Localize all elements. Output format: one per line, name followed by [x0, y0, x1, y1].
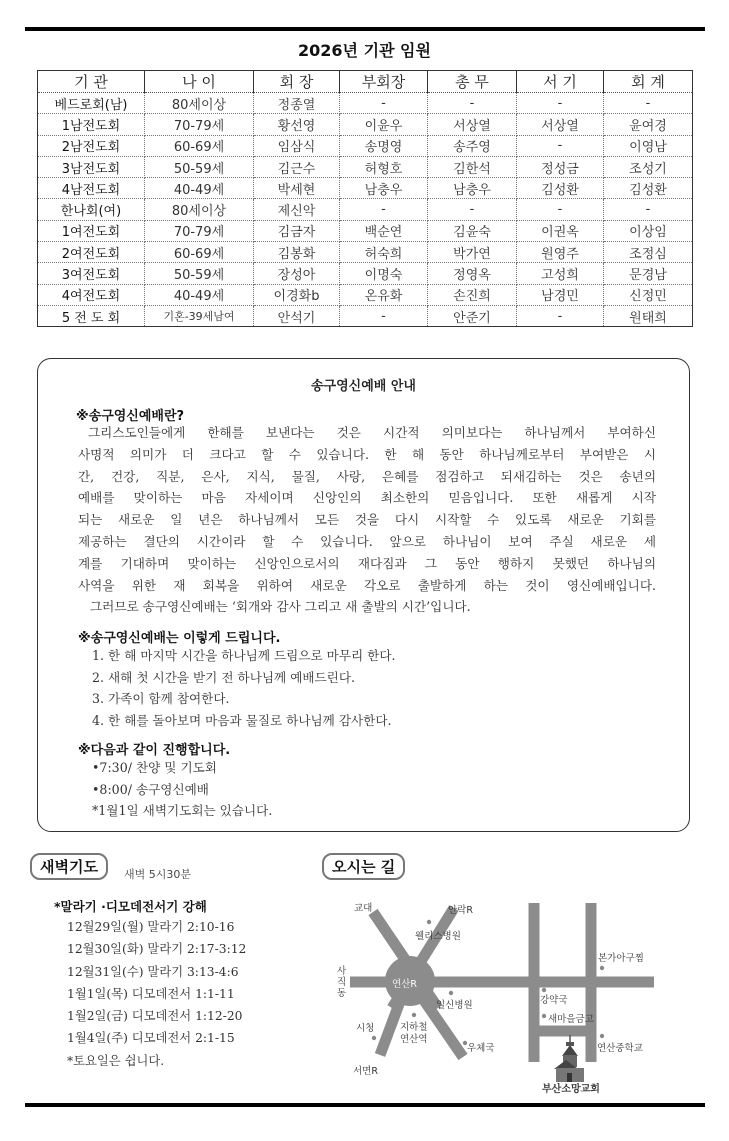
col-header: 기 관: [38, 71, 145, 93]
table-cell: 온유화: [340, 284, 428, 305]
paragraph-line: 되는 새로운 일 년은 하나님께서 모든 것을 다시 시작할 수 있도록 새로운 기회를: [78, 512, 656, 528]
table-cell: 송주영: [428, 135, 517, 156]
list-item: *1월1일 새벽기도회는 있습니다.: [92, 803, 273, 818]
table-cell: 정종열: [254, 93, 340, 114]
bottom-rule: [25, 1103, 705, 1107]
table-cell: 이영남: [604, 135, 693, 156]
table-cell: 허숙희: [340, 242, 428, 263]
table-cell: 김성환: [517, 178, 604, 199]
table-row: [38, 263, 693, 284]
table-cell: 안석기: [254, 305, 340, 326]
paragraph-line: 제공하는 결단의 시간이라 할 수 있습니다. 앞으로 하나님이 보여 주실 새로운 세: [78, 533, 656, 549]
schedule-item: 12월29일(월) 말라기 2:10-16: [67, 920, 235, 934]
table-cell: 김성환: [604, 178, 693, 199]
col-header: 부회장: [340, 71, 428, 93]
map-label-gyodae: 교대: [354, 903, 373, 914]
table-cell: 신정민: [604, 284, 693, 305]
table-row: [38, 199, 693, 220]
paragraph-line: 사역을 위한 재 회복을 위하여 새로운 각오로 출발하게 하는 것이 영신예배입니다.: [78, 577, 656, 593]
table-cell: 임삼식: [254, 135, 340, 156]
table-cell: 조정심: [604, 242, 693, 263]
table-cell: 김근수: [254, 156, 340, 177]
paragraph-line: 예배를 맞이하는 마음 자세이며 신앙인의 최소한의 믿음입니다. 또한 새롭게 시작: [78, 490, 656, 506]
table-cell: 김봉화: [254, 242, 340, 263]
map-label-seomyeon: 서면R: [353, 1066, 378, 1077]
table-cell: -: [428, 199, 517, 220]
table-cell: 허형호: [340, 156, 428, 177]
table-cell: 이경화b: [254, 284, 340, 305]
table-cell: 정성금: [517, 156, 604, 177]
col-header: 나 이: [145, 71, 254, 93]
table-cell: 정영옥: [428, 263, 517, 284]
paragraph-line: 사명적 의미가 더 크다고 할 수 있습니다. 한 해 동안 하나님께로부터 부여받은 시: [78, 446, 656, 462]
table-cell: 장성아: [254, 263, 340, 284]
map-label-subway-station: 연산역: [400, 1034, 428, 1045]
organization-cell: 4여전도회: [38, 284, 145, 305]
table-cell: 80세이상: [145, 93, 254, 114]
dawn-prayer-time: 새벽 5시30분: [124, 868, 191, 881]
table-cell: 조성기: [604, 156, 693, 177]
schedule-item: 1월1일(목) 디모데전서 1:1-11: [67, 986, 235, 1001]
organization-cell: 3남전도회: [38, 156, 145, 177]
new-year-service-notice: [37, 358, 690, 832]
map-label-pharmacy: 강약국: [540, 995, 568, 1006]
table-row: [38, 93, 693, 114]
map-label-bongaa: 본가아구찜: [598, 953, 644, 964]
table-cell: 고성희: [517, 263, 604, 284]
table-cell: 60-69세: [145, 135, 254, 156]
table-cell: 이윤우: [340, 114, 428, 135]
table-cell: 40-49세: [145, 284, 254, 305]
organization-cell: 1여전도회: [38, 220, 145, 241]
map-label-anrak: 안락R: [448, 905, 473, 916]
table-cell: 박세현: [254, 178, 340, 199]
organization-cell: 2남전도회: [38, 135, 145, 156]
table-row: [38, 242, 693, 263]
map-label-church: 부산소망교회: [542, 1084, 600, 1095]
section-paragraph-what: [78, 422, 656, 618]
table-cell: 박가연: [428, 242, 517, 263]
church-icon: [554, 1035, 584, 1082]
schedule-item: 1월2일(금) 디모데전서 1:12-20: [67, 1009, 243, 1024]
organization-cell: 2여전도회: [38, 242, 145, 263]
paragraph-line: 계를 기대하며 맞이하는 신앙인으로서의 재다짐과 그 동안 행하지 못했던 하나님의: [78, 555, 656, 571]
map-label-ilsin-hospital: 일신병원: [436, 1000, 473, 1011]
list-item: •8:00/ 송구영신예배: [92, 781, 209, 797]
section-heading-schedule: ※다음과 같이 진행합니다.: [78, 743, 231, 758]
section-heading-what: ※송구영신예배란?: [76, 409, 185, 424]
list-item: 2. 새해 첫 시간을 받기 전 하나님께 예배드린다.: [92, 669, 356, 685]
table-cell: 40-49세: [145, 178, 254, 199]
table-cell: 황선영: [254, 114, 340, 135]
top-rule: [25, 27, 705, 31]
list-item: •7:30/ 찬양 및 기도회: [92, 760, 217, 775]
table-header-row: [38, 71, 693, 93]
table-row: [38, 178, 693, 199]
table-cell: -: [604, 93, 693, 114]
dawn-prayer-heading: *말라기 ·디모데전서기 강해: [54, 899, 207, 914]
table-cell: 김금자: [254, 220, 340, 241]
table-cell: 손진희: [428, 284, 517, 305]
table-cell: -: [517, 305, 604, 326]
table-cell: 50-59세: [145, 263, 254, 284]
notice-title: 송구영신예배 안내: [311, 379, 416, 394]
table-cell: 김윤숙: [428, 220, 517, 241]
directions-label: 오시는 길: [322, 853, 405, 880]
table-row: [38, 305, 693, 326]
how-list: [92, 645, 396, 731]
list-item: 3. 가족이 함께 참여한다.: [92, 691, 230, 706]
col-header: 회 장: [254, 71, 340, 93]
map-label-post-office: 우체국: [467, 1043, 495, 1054]
schedule-item: 12월31일(수) 말라기 3:13-4:6: [67, 964, 239, 979]
table-cell: -: [340, 199, 428, 220]
table-cell: -: [604, 199, 693, 220]
map-label-school: 연산중학교: [597, 1043, 643, 1054]
table-cell: -: [340, 93, 428, 114]
table-cell: 이권옥: [517, 220, 604, 241]
table-cell: 제신악: [254, 199, 340, 220]
officers-title: 2026년 기관 임원: [298, 41, 431, 60]
table-cell: 70-79세: [145, 114, 254, 135]
table-cell: -: [517, 93, 604, 114]
table-cell: 안준기: [428, 305, 517, 326]
col-header: 서 기: [517, 71, 604, 93]
organization-cell: 5 전 도 회: [38, 305, 145, 326]
map-label-sajik: 사직동: [337, 966, 347, 999]
table-cell: 서상열: [517, 114, 604, 135]
table-cell: 원태희: [629, 310, 667, 326]
map-label-subway: 지하철: [400, 1022, 428, 1033]
map-label-city-hall: 시청: [356, 1023, 375, 1034]
organization-cell: 베드로회(남): [38, 93, 145, 114]
officers-table: [37, 70, 693, 327]
table-cell: -: [517, 135, 604, 156]
table-cell: -: [517, 199, 604, 220]
map-label-wallace-hospital: 웰리스병원: [415, 931, 461, 942]
table-cell: 이명숙: [340, 263, 428, 284]
table-row: [38, 114, 693, 135]
schedule-item: *토요일은 쉽니다.: [67, 1053, 165, 1068]
dawn-prayer-label: 새벽기도: [30, 853, 108, 880]
table-cell: -: [428, 93, 517, 114]
table-cell: 윤여경: [604, 114, 693, 135]
list-item: 1. 한 해 마지막 시간을 하나님께 드림으로 마무리 한다.: [92, 648, 396, 663]
table-cell: 김한석: [428, 156, 517, 177]
map-label-saemaeul: 새마을금고: [548, 1014, 594, 1025]
table-cell: 50-59세: [145, 156, 254, 177]
table-cell: 이상임: [604, 220, 693, 241]
table-cell: 70-79세: [145, 220, 254, 241]
paragraph-line: 그러므로 송구영신예배는 ‘회개와 감사 그리고 새 출발의 시간’입니다.: [90, 599, 471, 615]
table-row: [38, 284, 693, 305]
table-row: [38, 156, 693, 177]
paragraph-line: 그리스도인들에게 한해를 보낸다는 것은 시간적 의미보다는 하나님께서 부여하신: [88, 425, 656, 440]
organization-cell: 4남전도회: [38, 178, 145, 199]
dawn-prayer-schedule: [67, 916, 246, 1072]
table-cell: 백순연: [340, 220, 428, 241]
col-header: 총 무: [428, 71, 517, 93]
table-cell: 문경남: [604, 263, 693, 284]
schedule-item: 1월4일(주) 디모데전서 2:1-15: [67, 1031, 235, 1046]
table-cell: -: [340, 305, 428, 326]
directions-map: [320, 880, 705, 1102]
list-item: 4. 한 해를 돌아보며 마음과 물질로 하나님께 감사한다.: [92, 712, 392, 728]
table-cell: 기혼-39세남여: [145, 305, 254, 326]
map-label-yeonsan-rotary: 연산R: [392, 979, 417, 990]
table-row: [38, 135, 693, 156]
table-cell: 남충우: [340, 178, 428, 199]
schedule-list: [92, 757, 272, 822]
organization-cell: 3여전도회: [38, 263, 145, 284]
section-heading-how: ※송구영신예배는 이렇게 드립니다.: [78, 631, 281, 646]
table-cell: 80세이상: [145, 199, 254, 220]
organization-cell: 1남전도회: [38, 114, 145, 135]
col-header: 회 계: [604, 71, 693, 93]
table-row: [38, 220, 693, 241]
schedule-item: 12월30일(화) 말라기 2:17-3:12: [67, 942, 247, 957]
table-cell: 원영주: [517, 242, 604, 263]
table-cell: 60-69세: [145, 242, 254, 263]
organization-cell: 한나회(여): [38, 199, 145, 220]
table-cell: 송명영: [340, 135, 428, 156]
table-cell: 서상열: [428, 114, 517, 135]
paragraph-line: 간, 건강, 직분, 은사, 지식, 물질, 사랑, 은혜를 점검하고 되새김하는 것은 송년의: [78, 468, 656, 484]
table-cell: 남충우: [428, 178, 517, 199]
table-cell: 남경민: [517, 284, 604, 305]
